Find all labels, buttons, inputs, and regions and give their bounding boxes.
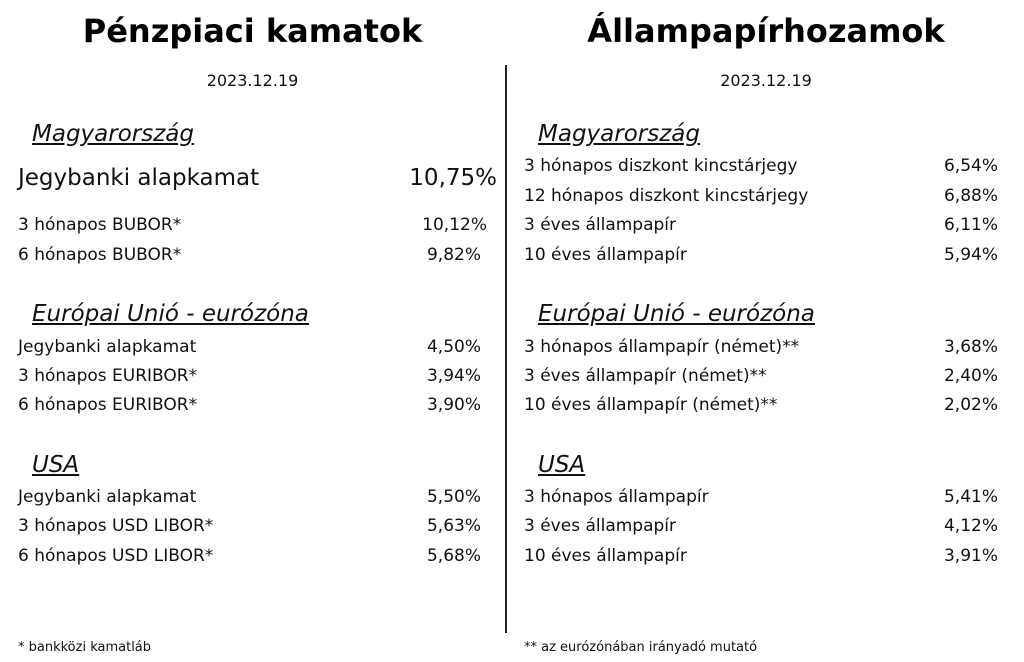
rate-label: 3 hónapos USD LIBOR* [18,516,214,536]
yield-row [508,487,1024,513]
section-heading: USA [538,452,586,478]
section-heading: USA [32,452,80,478]
rate-label: 3 hónapos EURIBOR* [18,366,198,386]
panel-title: Pénzpiaci kamatok [82,12,423,50]
yield-value: 3,91% [943,546,998,566]
yield-row [508,366,1024,392]
yield-value: 6,11% [943,215,998,235]
panel-date: 2023.12.19 [206,71,299,90]
rate-value: 5,50% [426,487,481,507]
yield-value: 2,40% [943,366,998,386]
panel-title: Állampapírhozamok [587,12,945,50]
yield-row [508,186,1024,212]
rate-row [0,395,505,421]
yield-value: 5,94% [943,245,998,265]
footnote-eurozone: ** az eurózónában irányadó mutató [524,640,758,655]
yield-row [508,395,1024,421]
rate-label: 3 hónapos BUBOR* [18,215,182,235]
yield-value: 3,68% [943,337,998,357]
yield-row [508,215,1024,241]
rate-row [0,215,505,241]
section-heading: Európai Unió - eurózóna [32,301,309,327]
rate-row [0,516,505,542]
rate-value: 3,94% [426,366,481,386]
yield-value: 6,54% [943,156,998,176]
rate-label: 6 hónapos EURIBOR* [18,395,198,415]
rate-row [0,337,505,363]
yield-label: 10 éves állampapír (német)** [524,395,778,415]
rate-label: Jegybanki alapkamat [18,487,197,507]
section-heading: Magyarország [32,121,194,147]
yield-label: 10 éves állampapír [524,245,687,265]
section-heading: Magyarország [538,121,700,147]
yield-label: 3 hónapos állampapír (német)** [524,337,800,357]
panel-date: 2023.12.19 [720,71,812,90]
column-divider [505,65,507,633]
yield-row [508,156,1024,182]
yield-label: 3 hónapos diszkont kincstárjegy [524,156,798,176]
yield-row [508,546,1024,572]
rate-row [0,165,505,199]
rate-value: 3,90% [426,395,481,415]
yield-row [508,337,1024,363]
section-heading: Európai Unió - eurózóna [538,301,815,327]
yield-value: 2,02% [943,395,998,415]
rate-row [0,487,505,513]
yield-value: 5,41% [943,487,998,507]
rate-label: 6 hónapos BUBOR* [18,245,182,265]
yield-label: 3 hónapos állampapír [524,487,709,507]
rate-value: 9,82% [426,245,481,265]
yield-value: 4,12% [943,516,998,536]
rate-label: Jegybanki alapkamat [18,337,197,357]
rate-row [0,245,505,271]
rate-value: 4,50% [426,337,481,357]
yield-label: 3 éves állampapír [524,516,677,536]
rate-value: 5,63% [426,516,481,536]
yield-label: 12 hónapos diszkont kincstárjegy [524,186,809,206]
rate-value: 10,75% [409,165,497,191]
yield-label: 3 éves állampapír [524,215,677,235]
rate-label: 6 hónapos USD LIBOR* [18,546,214,566]
rate-row [0,546,505,572]
yield-label: 10 éves állampapír [524,546,687,566]
rate-value: 10,12% [422,215,487,235]
rate-label: Jegybanki alapkamat [18,165,260,191]
yield-value: 6,88% [943,186,998,206]
yield-row [508,516,1024,542]
footnote-interbank: * bankközi kamatláb [18,640,152,655]
yield-label: 3 éves állampapír (német)** [524,366,767,386]
rate-value: 5,68% [426,546,481,566]
rate-row [0,366,505,392]
yield-row [508,245,1024,271]
